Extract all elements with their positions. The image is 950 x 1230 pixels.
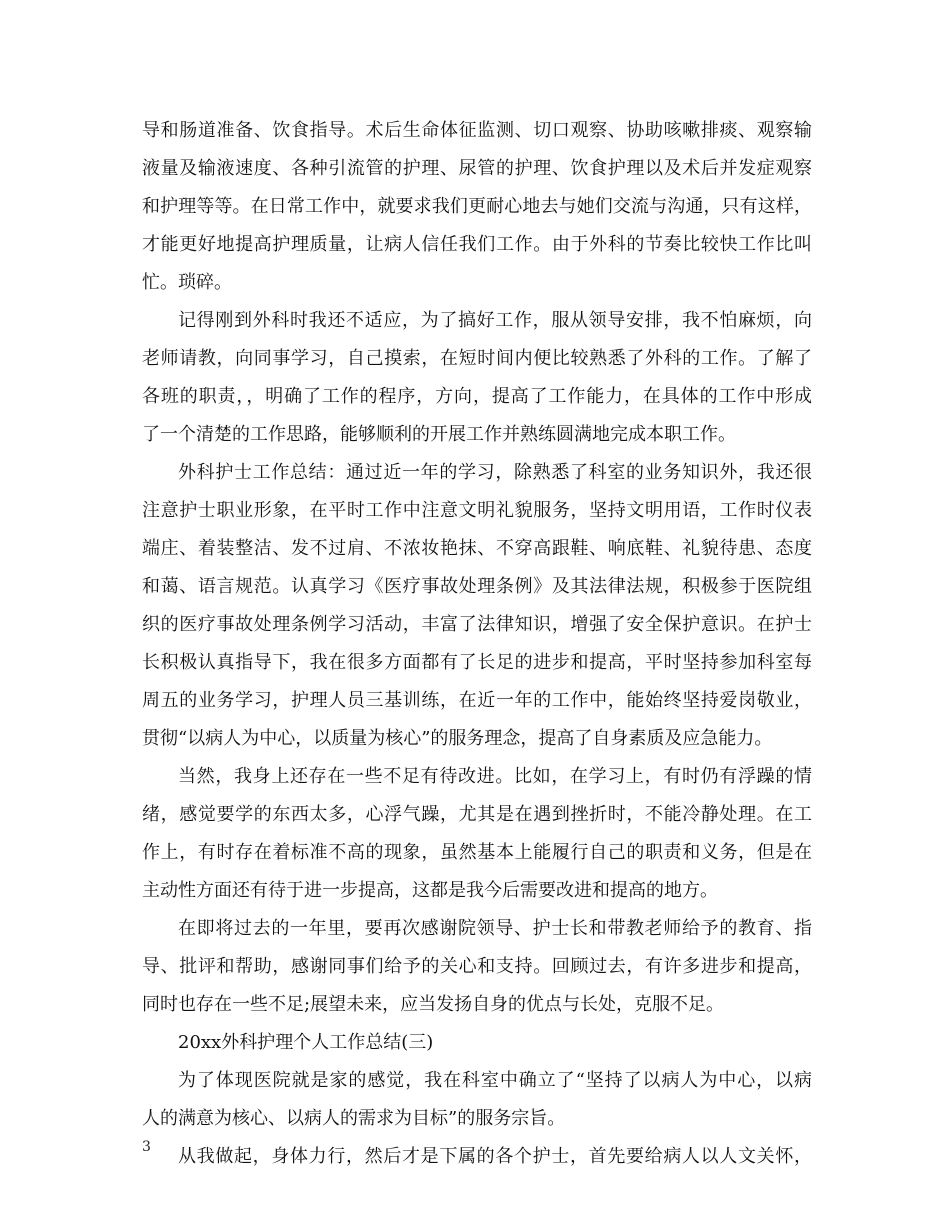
text-line: 导、批评和帮助，感谢同事们给予的关心和支持。回顾过去，有许多进步和提高， [142, 956, 812, 977]
text-line: 周五的业务学习，护理人员三基训练，在近一年的工作中，能始终坚持爱岗敬业， [142, 690, 812, 711]
text-line: 人的满意为核心、以病人的需求为目标”的服务宗旨。 [142, 1108, 566, 1129]
paragraph-first-line: 外科护士工作总结：通过近一年的学习，除熟悉了科室的业务知识外，我还很 [178, 462, 812, 483]
text-line: 和护理等等。在日常工作中，就要求我们更耐心地去与她们交流与沟通，只有这样， [142, 196, 812, 217]
text-line: 织的医疗事故处理条例学习活动，丰富了法律知识，增强了安全保护意识。在护士 [142, 614, 812, 635]
text-line: 导和肠道准备、饮食指导。术后生命体征监测、切口观察、协助咳嗽排痰、观察输 [142, 120, 812, 141]
page-number: 3 [142, 1139, 151, 1155]
text-line: 作上，有时存在着标准不高的现象，虽然基本上能履行自己的职责和义务，但是在 [142, 842, 812, 863]
text-line: 各班的职责，，明确了工作的程序，方向，提高了工作能力，在具体的工作中形成 [142, 386, 812, 407]
text-line: 同时也存在一些不足;展望未来，应当发扬自身的优点与长处，克服不足。 [142, 994, 725, 1015]
text-line: 才能更好地提高护理质量，让病人信任我们工作。由于外科的节奏比较快工作比叫 [142, 234, 812, 255]
text-line: 忙。琐碎。 [142, 272, 232, 293]
text-line: 绪，感觉要学的东西太多，心浮气躁，尤其是在遇到挫折时，不能冷静处理。在工 [142, 804, 812, 825]
paragraph-first-line: 在即将过去的一年里，要再次感谢院领导、护士长和带教老师给予的教育、指 [178, 918, 812, 939]
text-line: 端庄、着装整洁、发不过肩、不浓妆艳抹、不穿高跟鞋、响底鞋、礼貌待患、态度 [142, 538, 812, 559]
paragraph-first-line: 记得刚到外科时我还不适应，为了搞好工作，服从领导安排，我不怕麻烦，向 [178, 310, 812, 331]
text-line: 主动性方面还有待于进一步提高，这都是我今后需要改进和提高的地方。 [142, 880, 718, 901]
document-body [142, 112, 812, 1176]
paragraph-first-line: 从我做起，身体力行，然后才是下属的各个护士，首先要给病人以人文关怀， [178, 1146, 812, 1167]
text-line: 液量及输液速度、各种引流管的护理、尿管的护理、饮食护理以及术后并发症观察 [142, 158, 812, 179]
paragraph-first-line: 为了体现医院就是家的感觉，我在科室中确立了“坚持了以病人为中心，以病 [178, 1070, 812, 1091]
text-line: 了一个清楚的工作思路，能够顺利的开展工作并熟练圆满地完成本职工作。 [142, 424, 736, 445]
paragraph-first-line: 当然，我身上还存在一些不足有待改进。比如，在学习上，有时仍有浮躁的情 [178, 766, 812, 787]
text-line: 长积极认真指导下，我在很多方面都有了长足的进步和提高，平时坚持参加科室每 [142, 652, 812, 673]
text-line: 注意护士职业形象，在平时工作中注意文明礼貌服务，坚持文明用语，工作时仪表 [142, 500, 812, 521]
text-line: 和蔼、语言规范。认真学习《医疗事故处理条例》及其法律法规，积极参于医院组 [142, 576, 812, 597]
text-line: 老师请教，向同事学习，自己摸索，在短时间内便比较熟悉了外科的工作。了解了 [142, 348, 812, 369]
text-line: 贯彻“以病人为中心，以质量为核心”的服务理念，提高了自身素质及应急能力。 [142, 728, 773, 749]
section-heading: 20xx外科护理个人工作总结(三) [178, 1032, 434, 1053]
